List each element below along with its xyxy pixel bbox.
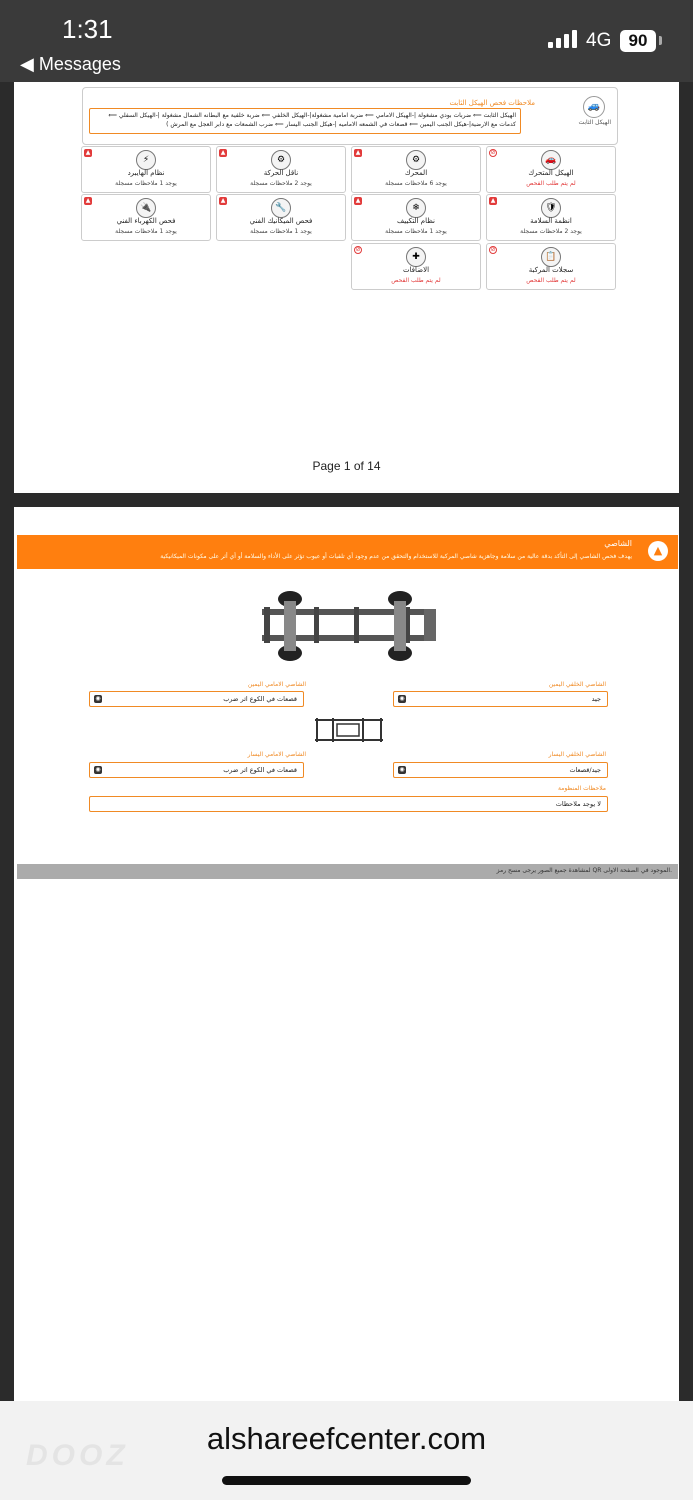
card-title: فحص الميكانيك الفني bbox=[249, 217, 313, 225]
rear-right-field[interactable] bbox=[393, 691, 608, 707]
rear-left-field[interactable] bbox=[393, 762, 608, 778]
status-bar bbox=[0, 0, 693, 82]
card-title: انظمة السلامة bbox=[530, 217, 572, 225]
card-title: ناقل الحركة bbox=[263, 169, 299, 177]
rear-left-value: جيد/قصعات bbox=[569, 766, 601, 774]
additions-icon: ✚ bbox=[406, 247, 426, 267]
camera-icon[interactable]: ◉ bbox=[95, 766, 101, 773]
warning-icon: ▲ bbox=[85, 197, 91, 204]
camera-icon[interactable]: ◉ bbox=[399, 695, 405, 702]
card-status: يوجد 1 ملاحظات مسجلة bbox=[115, 180, 177, 187]
card-status: يوجد 1 ملاحظات مسجلة bbox=[250, 228, 312, 235]
card-status: لم يتم طلب الفحص bbox=[526, 277, 576, 284]
wrench-icon: 🔧 bbox=[271, 198, 291, 218]
footer-text: لمشاهدة جميع الصور يرجى مسح رمز QR الموجود في الصفحة الاولى. bbox=[496, 867, 672, 874]
front-left-label: الشاصي الامامي اليسار bbox=[247, 751, 306, 758]
warning-icon: ▲ bbox=[490, 197, 496, 204]
card-additions[interactable] bbox=[351, 243, 481, 290]
warning-icon: ▲ bbox=[355, 149, 361, 156]
camera-icon[interactable]: ◉ bbox=[399, 766, 405, 773]
card-safety[interactable] bbox=[486, 194, 616, 241]
plug-icon: 🔌 bbox=[136, 198, 156, 218]
warning-icon: ▲ bbox=[85, 149, 91, 156]
banner-title: الشاصي bbox=[604, 539, 632, 548]
front-right-label: الشاصي الامامي اليمين bbox=[247, 681, 306, 688]
notes-title: ملاحظات فحص الهيكل الثابت bbox=[449, 99, 535, 107]
card-mechanical[interactable] bbox=[216, 194, 346, 241]
system-notes-label: ملاحظات المنظومة bbox=[557, 785, 606, 792]
card-status: لم يتم طلب الفحص bbox=[391, 277, 441, 284]
network-type: 4G bbox=[586, 30, 612, 51]
card-moving-frame[interactable] bbox=[486, 146, 616, 193]
card-status: لم يتم طلب الفحص bbox=[526, 180, 576, 187]
signal-icon bbox=[548, 30, 577, 48]
card-title: نظام التكييف bbox=[397, 217, 435, 225]
card-status: يوجد 2 ملاحظات مسجلة bbox=[250, 180, 312, 187]
chassis-top-image bbox=[254, 587, 444, 665]
pdf-page-2[interactable] bbox=[14, 507, 679, 1401]
front-right-value: قصعات في الكوع اثر ضرب bbox=[223, 695, 297, 703]
card-status: يوجد 2 ملاحظات مسجلة bbox=[520, 228, 582, 235]
card-title: نظام الهايبرد bbox=[127, 169, 165, 177]
front-right-field[interactable] bbox=[89, 691, 304, 707]
card-engine[interactable] bbox=[351, 146, 481, 193]
car-icon: 🚗 bbox=[541, 150, 561, 170]
card-title: سجلات المركبة bbox=[528, 266, 574, 274]
card-electrical[interactable] bbox=[81, 194, 211, 241]
rear-right-value: جيد bbox=[591, 695, 601, 703]
back-to-messages-link[interactable]: ◀ Messages bbox=[20, 54, 121, 74]
clock: 1:31 bbox=[62, 14, 113, 44]
home-indicator[interactable] bbox=[222, 1476, 471, 1485]
hybrid-icon: ⚡ bbox=[136, 150, 156, 170]
system-notes-value: لا يوجد ملاحظات bbox=[555, 800, 601, 808]
card-status: يوجد 1 ملاحظات مسجلة bbox=[115, 228, 177, 235]
gearbox-icon: ⚙ bbox=[271, 150, 291, 170]
card-status: يوجد 6 ملاحظات مسجلة bbox=[385, 180, 447, 187]
card-ac[interactable] bbox=[351, 194, 481, 241]
warning-icon: ▲ bbox=[220, 149, 226, 156]
engine-icon: ⚙ bbox=[406, 150, 426, 170]
card-title: الهيكل المتحرك bbox=[528, 169, 574, 177]
banner-description: يهدف فحص الشاصي إلى التأكد بدقة عالية من سلامة وجاهزية شاصي المركبة للاستخدام والتحقق من عدم وجود أي تلفيات أو عيوب تؤثر على الأداء والسلامة أو أي أثر على مكونات الميكانيكية bbox=[160, 553, 632, 560]
warning-triangle-icon: ▲ bbox=[648, 541, 668, 561]
card-transmission[interactable] bbox=[216, 146, 346, 193]
notes-text: الهيكل الثابت ⟸ ضربات بودي مشغولة |-الهيكل الامامي ⟸ ضربة امامية مشغولة|-الهيكل الخلفي ⟸ ضربة خلفية مع البطانه الشمال مشغولة |-الهيكل السفلي ⟸ كدمات مع الارضية|-هيكل الجنب اليمين ⟸ قصعات في الشمعه الاماميه |-هيكل الجنب اليسار ⟸ ضرب الشمعات مع دابر العجل مع المرش ) bbox=[89, 108, 521, 134]
system-notes-field[interactable] bbox=[89, 796, 608, 812]
card-vehicle-records[interactable] bbox=[486, 243, 616, 290]
front-left-value: قصعات في الكوع اثر ضرب bbox=[223, 766, 297, 774]
card-title: الاضافات bbox=[402, 266, 430, 274]
pdf-page-1[interactable] bbox=[14, 82, 679, 493]
card-title: المحرك bbox=[404, 169, 428, 177]
battery-icon: 90 bbox=[620, 30, 656, 52]
records-icon: 📋 bbox=[541, 247, 561, 267]
not-requested-icon: ⊘ bbox=[490, 246, 496, 253]
footer-bar bbox=[17, 864, 678, 879]
rear-left-label: الشاصي الخلفي اليسار bbox=[548, 751, 606, 758]
rear-right-label: الشاصي الخلفي اليمين bbox=[548, 681, 606, 688]
battery-tip bbox=[659, 36, 662, 45]
browser-url-bar[interactable] bbox=[0, 1401, 693, 1500]
warning-icon: ▲ bbox=[220, 197, 226, 204]
camera-icon[interactable]: ◉ bbox=[95, 695, 101, 702]
chassis-outline-image bbox=[311, 712, 387, 748]
front-left-field[interactable] bbox=[89, 762, 304, 778]
not-requested-icon: ⊘ bbox=[355, 246, 361, 253]
car-frame-icon: 🚙 bbox=[583, 96, 605, 118]
card-title: فحص الكهرباء الفني bbox=[116, 217, 176, 225]
not-requested-icon: ⊘ bbox=[490, 149, 496, 156]
ac-fan-icon: ❄ bbox=[406, 198, 426, 218]
notes-icon-label: الهيكل الثابت bbox=[578, 119, 611, 126]
warning-icon: ▲ bbox=[355, 197, 361, 204]
card-status: يوجد 1 ملاحظات مسجلة bbox=[385, 228, 447, 235]
frame-notes-box bbox=[82, 87, 618, 145]
chassis-banner bbox=[17, 535, 678, 569]
watermark-logo: DOOZ bbox=[26, 1439, 129, 1472]
page-number: Page 1 of 14 bbox=[312, 459, 381, 473]
shield-icon: 🛡 bbox=[541, 198, 561, 218]
url-text[interactable]: alshareefcenter.com bbox=[206, 1421, 487, 1456]
card-hybrid[interactable] bbox=[81, 146, 211, 193]
